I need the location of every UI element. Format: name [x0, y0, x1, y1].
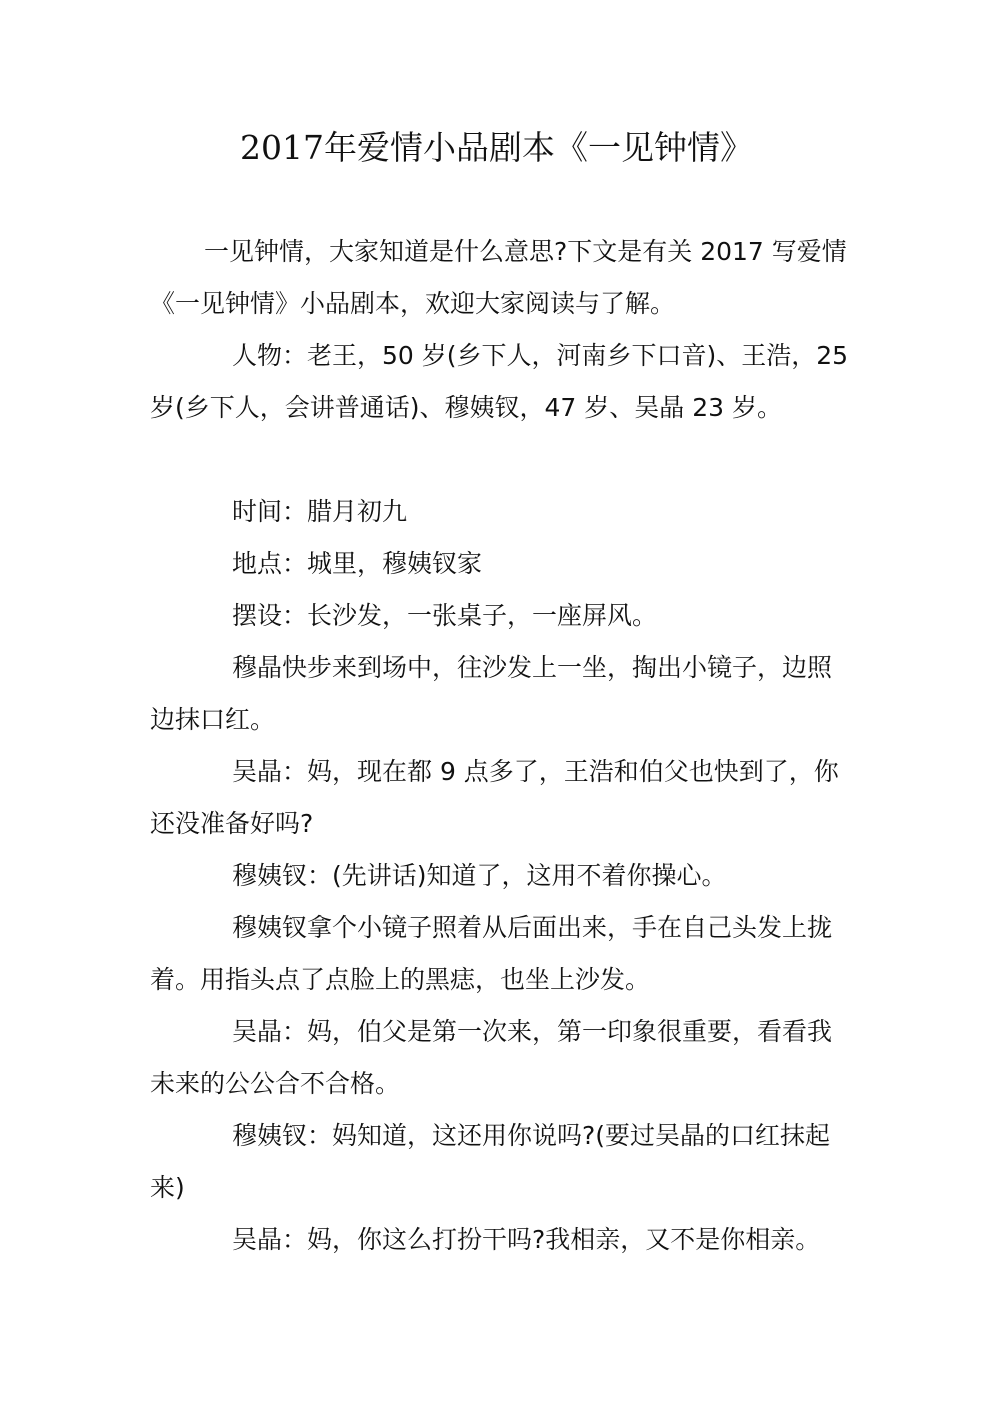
- document-title: 2017年爱情小品剧本《一见钟情》: [240, 128, 753, 167]
- paragraph-action: 穆姨钗拿个小镜子照着从后面出来，手在自己头发上拢着。用指头点了点脸上的黑痣，也坐上沙发。: [150, 913, 833, 994]
- blank-line: [150, 434, 850, 486]
- paragraph-dialogue: 穆姨钗：(先讲话)知道了，这用不着你操心。: [232, 861, 727, 890]
- paragraph-dialogue: 吴晶：妈，伯父是第一次来，第一印象很重要，看看我未来的公公合不合格。: [150, 1017, 833, 1098]
- paragraph-time: 时间：腊月初九: [232, 497, 408, 526]
- paragraph-setting: 摆设：长沙发，一张桌子，一座屏风。: [232, 601, 658, 630]
- paragraph-dialogue: 吴晶：妈，现在都 9 点多了，王浩和伯父也快到了，你还没准备好吗?: [150, 757, 839, 838]
- paragraph-dialogue: 穆姨钗：妈知道，这还用你说吗?(要过吴晶的口红抹起来): [150, 1121, 831, 1202]
- paragraph-intro: 一见钟情，大家知道是什么意思?下文是有关 2017 写爱情《一见钟情》小品剧本，欢迎大家阅读与了解。: [150, 237, 847, 318]
- paragraph-place: 地点：城里，穆姨钗家: [232, 549, 483, 578]
- paragraph-characters: 人物：老王，50 岁(乡下人，河南乡下口音)、王浩，25 岁(乡下人，会讲普通话)、穆姨钗，47 岁、吴晶 23 岁。: [150, 341, 857, 422]
- document-body: [150, 226, 857, 1266]
- paragraph-dialogue: 吴晶：妈，你这么打扮干吗?我相亲，又不是你相亲。: [232, 1225, 821, 1254]
- paragraph-action: 穆晶快步来到场中，往沙发上一坐，掏出小镜子，边照边抹口红。: [150, 653, 833, 734]
